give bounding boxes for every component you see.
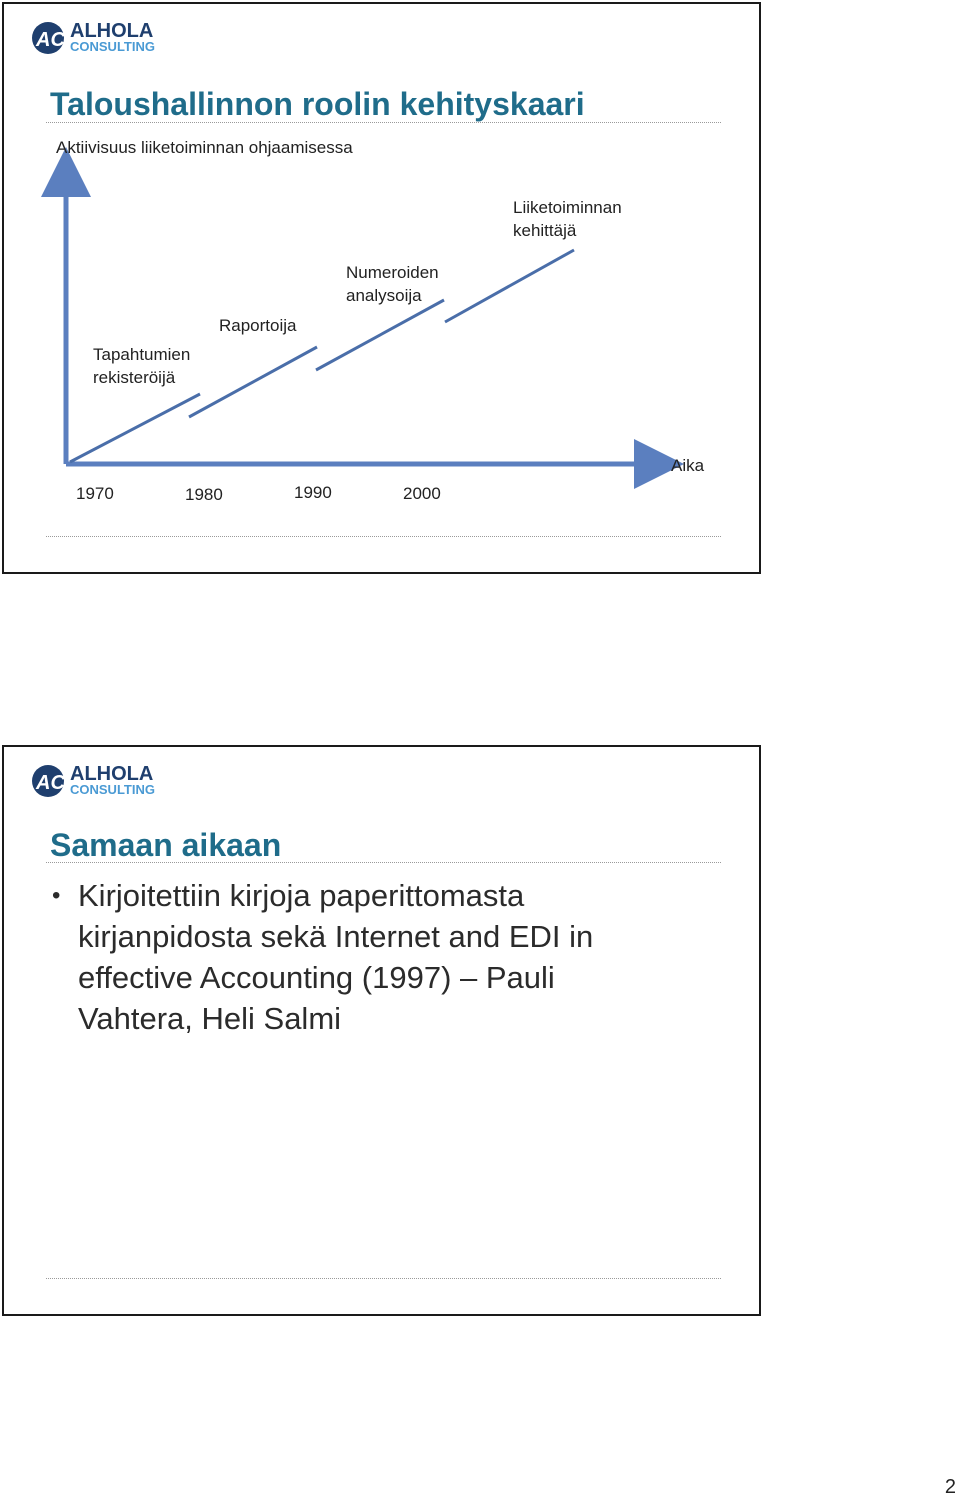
bullet-icon: • (52, 882, 61, 909)
x-axis-label: Aika (671, 456, 705, 475)
footer-divider (46, 1278, 721, 1279)
svg-text:AC: AC (36, 29, 65, 51)
stage-segment-recorder (70, 394, 200, 462)
svg-text:CONSULTING: CONSULTING (70, 782, 155, 797)
svg-text:ALHOLA: ALHOLA (70, 20, 154, 42)
svg-text:AC: AC (36, 772, 65, 794)
year-label: 2000 (403, 484, 441, 503)
bullet-line: Vahtera, Heli Salmi (78, 1001, 342, 1036)
stage-label-developer: Liiketoiminnan kehittäjä (513, 198, 622, 240)
bullet-line: Kirjoitettiin kirjoja paperittomasta (78, 878, 525, 913)
slide-title: Samaan aikaan (50, 827, 282, 863)
alhola-logo (30, 761, 190, 801)
slide-title: Taloushallinnon roolin kehityskaari (50, 86, 585, 122)
stage-label-reporter: Raportoija (219, 316, 297, 335)
stage-label-recorder: Tapahtumien rekisteröijä (93, 345, 191, 387)
svg-text:CONSULTING: CONSULTING (70, 39, 155, 54)
slide-1 (2, 2, 761, 574)
title-divider (46, 862, 721, 863)
stage-segment-reporter (189, 347, 317, 417)
bullet-line: kirjanpidosta sekä Internet and EDI in (78, 919, 594, 954)
role-evolution-diagram (4, 4, 759, 572)
stage-segment-developer (445, 250, 574, 322)
year-label: 1980 (185, 485, 223, 504)
stage-segment-analyzer (316, 300, 444, 370)
footer-divider (46, 536, 721, 537)
stage-label-analyzer: Numeroiden analysoija (346, 263, 439, 305)
bullet-item (46, 875, 686, 1039)
year-label: 1970 (76, 484, 114, 503)
svg-text:ALHOLA: ALHOLA (70, 763, 154, 785)
bullet-line: effective Accounting (1997) – Pauli (78, 960, 555, 995)
page-number: 2 (944, 1476, 956, 1498)
year-label: 1990 (294, 483, 332, 502)
y-axis-label: Aktiivisuus liiketoiminnan ohjaamisessa (56, 138, 353, 157)
bullet-list (46, 875, 686, 1039)
slide-2 (2, 745, 761, 1316)
